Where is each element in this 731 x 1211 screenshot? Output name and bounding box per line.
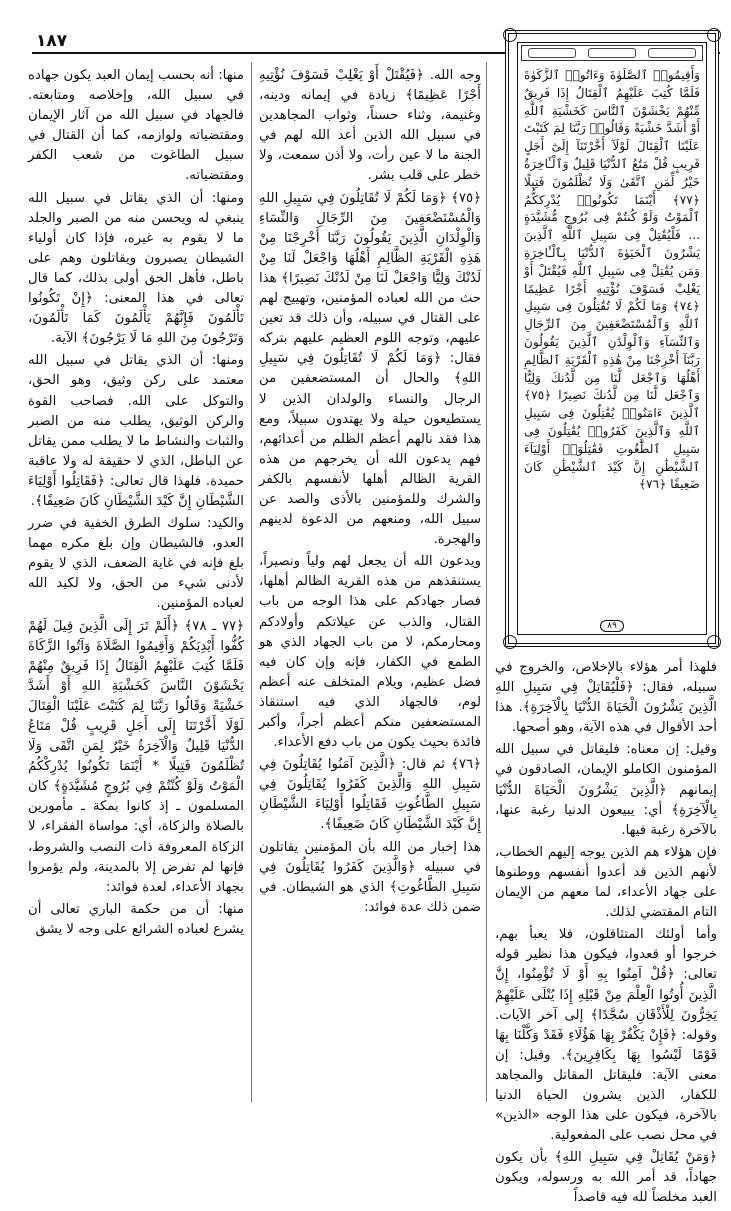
corner-ornament [503, 28, 517, 42]
column-divider [486, 62, 487, 1102]
right-column-text [495, 658, 717, 1211]
paragraph: فلهذا أمر هؤلاء بالإخلاص، والخروج في سبيله، فقال: ﴿فَلْيُقَاتِلْ فِي سَبِيلِ اللهِ الَّذِينَ يَشْرُونَ الْحَيَاةَ الدُّنْيَا بِالْآخِرَةِ﴾. هذا أحد الأقوال في هذه الآية، وهو أصحها. [495, 660, 717, 736]
paragraph: منها: أنه بحسب إيمان العبد يكون جهاده في سبيل الله، وإخلاصه ومتابعته. فالجهاد في سبيل الله من آثار الإيمان ومقتضياته ولوازمه، كما أن القتال في سبيل الطاغوت من شعب الكفر ومقتضياته. [28, 68, 244, 184]
corner-ornament [707, 635, 721, 649]
paragraph: منها: أن من حكمة الباري تعالى أن يشرع لعباده الشرائع على وجه لا يشق [28, 901, 244, 937]
paragraph: هذا إخبار من الله بأن المؤمنين يقاتلون في سبيله ﴿وَالَّذِينَ كَفَرُوا يُقَاتِلُونَ فِي سَبِيلِ الطَّاغُوتِ﴾ الذي هو الشيطان. في ضمن ذلك عدة فوائد: [259, 839, 481, 915]
corner-ornament [503, 635, 517, 649]
paragraph: ﴿٧٧ ـ ٧٨﴾ ﴿أَلَمْ تَرَ إِلَى الَّذِينَ قِيلَ لَهُمْ كُفُّوا أَيْدِيَكُمْ وَأَقِيمُوا الصَّلَاةَ وَآتُوا الزَّكَاةَ فَلَمَّا كُتِبَ عَلَيْهِمُ الْقِتَالُ إِذَا فَرِيقٌ مِنْهُمْ يَخْشَوْنَ النَّاسَ كَخَشْيَةِ اللهِ أَوْ أَشَدَّ خَشْيَةً وَقَالُوا رَبَّنَا لِمَ كَتَبْتَ عَلَيْنَا الْقِتَالَ لَوْلَا أَخَّرْتَنَا إِلَى أَجَلٍ قَرِيبٍ قُلْ مَتَاعُ الدُّنْيَا قَلِيلٌ وَالْآخِرَةُ خَيْرٌ لِمَنِ اتَّقَى وَلَا تُظْلَمُونَ فَتِيلًا * أَيْنَمَا تَكُونُوا يُدْرِكْكُمُ الْمَوْتُ وَلَوْ كُنْتُمْ فِي بُرُوجٍ مُشَيَّدَةٍ﴾ كان المسلمون ـ إذ كانوا بمكة ـ مأمورين بالصلاة والزكاة، أي: مواساة الفقراء، لا الزكاة المعروفة ذات النصب والشروط، فإنها لم تفرض إلا بالمدينة، ولم يؤمروا بجهاد الأعداء، لعدة فوائد: [28, 618, 244, 895]
paragraph: وجه الله. ﴿فَيُقْتَلْ أَوْ يَغْلِبْ فَسَوْفَ نُؤْتِيهِ أَجْرًا عَظِيمًا﴾ زيادة في إيمانه ودينه، وغنيمة، وثناء حسناً، وثواب المجاهدين في سبيل الله الذين أعد الله لهم في الجنة ما لا عين رأت، ولا أذن سمعت، ولا خطر على قلب بشر. [259, 68, 481, 184]
middle-column-text [259, 66, 481, 920]
mushaf-page-number: ٨٩ [600, 620, 624, 632]
paragraph: ﴿٧٥﴾ ﴿وَمَا لَكُمْ لَا تُقَاتِلُونَ فِي سَبِيلِ اللهِ وَالْمُسْتَضْعَفِينَ مِنَ الرِّجَالِ وَالنِّسَاءِ وَالْوِلْدَانِ الَّذِينَ يَقُولُونَ رَبَّنَا أَخْرِجْنَا مِنْ هَذِهِ الْقَرْيَةِ الظَّالِمِ أَهْلُهَا وَاجْعَلْ لَنَا مِنْ لَدُنْكَ وَلِيًّا وَاجْعَلْ لَنَا مِنْ لَدُنْكَ نَصِيرًا﴾ هذا حث من الله لعباده المؤمنين، وتهييج لهم على القتال في سبيله، وأن ذلك قد تعين عليهم، وتوجه اللوم العظيم عليهم بتركه فقال: ﴿وَمَا لَكُمْ لَا تُقَاتِلُونَ فِي سَبِيلِ اللهِ﴾ والحال أن المستضعفين من الرجال والنساء والولدان الذين لا يستطيعون حيلة ولا يهتدون سبيلاً، ومع هذا فقد نالهم أعظم الظلم من أعدائهم، فهم يدعون الله أن يخرجهم من هذه القرية الظالم أهلها لأنفسهم بالكفر والشرك وللمؤمنين بالأذى والصد عن سبيل الله، ومنعهم من الدعوة لدينهم والهجرة. [259, 190, 481, 548]
mushaf-header-band [521, 45, 703, 61]
paragraph: ويدعون الله أن يجعل لهم ولياً ونصيراً، يستنقذهم من هذه القرية الظالم أهلها، فصار جهادكم على هذا الوجه من باب القتال، والذب عن عيلاتكم وأولادكم ومحارمكم، لا من باب الجهاد الذي هو الطمع في الكفار، فإنه وإن كان فيه فضل عظيم، ويلام المتخلف عنه أعظم لوم، فالجهاد الذي فيه استنقاذ المستضعفين منكم أعظم أجراً، وأكبر فائدة بحيث يكون من باب دفع الأعداء. [259, 554, 481, 751]
mushaf-footer [518, 613, 706, 632]
paragraph: وأما أولئك المتثاقلون، فلا يعبأ بهم، خرجوا أو قعدوا، فيكون هذا نظير قوله تعالى: ﴿قُلْ آمِنُوا بِهِ أَوْ لَا تُؤْمِنُوا، إِنَّ الَّذِينَ أُوتُوا الْعِلْمَ مِنْ قَبْلِهِ إِذَا يُتْلَى عَلَيْهِمْ يَخِرُّونَ لِلْأَذْقَانِ سُجَّدًا﴾ إلى آخر الآيات. وقوله: ﴿فَإِنْ يَكْفُرْ بِهَا هَؤُلَاءِ فَقَدْ وَكَّلْنَا بِهَا قَوْمًا لَيْسُوا بِهَا بِكَافِرِينَ﴾. وقيل: إن معنى الآية: فليقاتل المقاتل والمجاهد للكفار، الذين يشرون الحياة الدنيا بالآخرة، فيكون على هذا الوجه «الذين» في محل نصب على المفعولية. [495, 927, 717, 1144]
left-column-text [28, 66, 244, 942]
paragraph: ومنها: أن الذي يقاتل في سبيل الله ينبغي له ويحسن منه من الصبر والجلد ما لا يقوم به غيره، فإذا كان أولياء الشيطان يصبرون ويقاتلون وهم على باطل، فأهل الحق أولى بذلك، كما قال تعالى في هذا المعنى: ﴿إِنْ تَكُونُوا تَأْلَمُونَ فَإِنَّهُمْ يَأْلَمُونَ كَمَا تَأْلَمُونَ، وَتَرْجُونَ مِنَ اللهِ مَا لَا يَرْجُونَ﴾ الآية. [28, 190, 244, 347]
mushaf-page-image [505, 30, 719, 647]
paragraph: ﴿وَمَنْ يُقَاتِلْ فِي سَبِيلِ اللهِ﴾ بأن يكون جهاداً، قد أمر الله به ورسوله، ويكون العبد مخلصاً لله فيه قاصداً [495, 1150, 717, 1206]
column-divider [251, 62, 252, 1102]
mushaf-frame [517, 42, 707, 635]
paragraph: والكيد: سلوك الطرق الخفية في ضرر العدو، فالشيطان وإن بلغ مكره مهما بلغ فإنه في غاية الضعف، الذي لا يقوم لأدنى شيء من الحق، ولا لكيد الله لعباده المؤمنين. [28, 516, 244, 612]
paragraph: وقيل: إن معناه: فليقاتل في سبيل الله المؤمنون الكاملو الإيمان، الصادقون في إيمانهم ﴿الَّذِينَ يَشْرُونَ الْحَيَاةَ الدُّنْيَا بِالْآخِرَةِ﴾ أي: يبيعون الدنيا رغبة عنها، بالآخرة رغبة فيها. [495, 742, 717, 838]
paragraph: ومنها: أن الذي يقاتل في سبيل الله معتمد على ركن وثيق، وهو الحق، والتوكل على الله. فصاحب القوة والركن الوثيق، يطلب منه من الصبر والثبات والنشاط ما لا يطلب ممن يقاتل عن الباطل، الذي لا حقيقة له ولا عاقبة حميدة. فلهذا قال تعالى: ﴿فَقَاتِلُوا أَوْلِيَاءَ الشَّيْطَانِ إِنَّ كَيْدَ الشَّيْطَانِ كَانَ ضَعِيفًا﴾. [28, 353, 244, 509]
paragraph: ﴿٧٦﴾ ثم قال: ﴿الَّذِينَ آمَنُوا يُقَاتِلُونَ فِي سَبِيلِ اللهِ وَالَّذِينَ كَفَرُوا يُقَاتِلُونَ فِي سَبِيلِ الطَّاغُوتِ فَقَاتِلُوا أَوْلِيَاءَ الشَّيْطَانِ إِنَّ كَيْدَ الشَّيْطَانِ كَانَ ضَعِيفًا﴾. [259, 757, 481, 833]
corner-ornament [707, 28, 721, 42]
page-number: ١٨٧ [36, 31, 68, 51]
paragraph: فإن هؤلاء هم الذين يوجه إليهم الخطاب، لأنهم الذين قد أعدوا أنفسهم ووطنوها على جهاد الأعداء، لما معهم من الإيمان التام المقتضي لذلك. [495, 844, 717, 921]
mushaf-quran-text: وَأَقِيمُوا۟ ٱلصَّلَوٰةَ وَءَاتُوا۟ ٱلزَّكَوٰةَ فَلَمَّا كُتِبَ عَلَيْهِمُ ٱلْقِتَالُ إِذَا فَرِيقٌ مِّنْهُمْ يَخْشَوْنَ ٱلنَّاسَ كَخَشْيَةِ ٱللَّهِ أَوْ أَشَدَّ خَشْيَةً وَقَالُوا۟ رَبَّنَا لِمَ كَتَبْتَ عَلَيْنَا ٱلْقِتَالَ لَوْلَآ أَخَّرْتَنَآ إِلَىٰٓ أَجَلٍ قَرِيبٍ قُلْ مَتَٰعُ ٱلدُّنْيَا قَلِيلٌ وَٱلْـَٔاخِرَةُ خَيْرٌ لِّمَنِ ٱتَّقَىٰ وَلَا تُظْلَمُونَ فَتِيلًا ﴿٧٧﴾ أَيْنَمَا تَكُونُوا۟ يُدْرِككُّمُ ٱلْمَوْتُ وَلَوْ كُنتُمْ فِى بُرُوجٍ مُّشَيَّدَةٍ ... فَلْيُقَٰتِلْ فِى سَبِيلِ ٱللَّهِ ٱلَّذِينَ يَشْرُونَ ٱلْحَيَوٰةَ ٱلدُّنْيَا بِٱلْـَٔاخِرَةِ وَمَن يُقَٰتِلْ فِى سَبِيلِ ٱللَّهِ فَيُقْتَلْ أَوْ يَغْلِبْ فَسَوْفَ نُؤْتِيهِ أَجْرًا عَظِيمًا ﴿٧٤﴾ وَمَا لَكُمْ لَا تُقَٰتِلُونَ فِى سَبِيلِ ٱللَّهِ وَٱلْمُسْتَضْعَفِينَ مِنَ ٱلرِّجَالِ وَٱلنِّسَآءِ وَٱلْوِلْدَٰنِ ٱلَّذِينَ يَقُولُونَ رَبَّنَآ أَخْرِجْنَا مِنْ هَٰذِهِ ٱلْقَرْيَةِ ٱلظَّالِمِ أَهْلُهَا وَٱجْعَل لَّنَا مِن لَّدُنكَ وَلِيًّا وَٱجْعَل لَّنَا مِن لَّدُنكَ نَصِيرًا ﴿٧٥﴾ ٱلَّذِينَ ءَامَنُوا۟ يُقَٰتِلُونَ فِى سَبِيلِ ٱللَّهِ وَٱلَّذِينَ كَفَرُوا۟ يُقَٰتِلُونَ فِى سَبِيلِ ٱلطَّٰغُوتِ فَقَٰتِلُوٓا۟ أَوْلِيَآءَ ٱلشَّيْطَٰنِ إِنَّ كَيْدَ ٱلشَّيْطَٰنِ كَانَ ضَعِيفًا ﴿٧٦﴾ [524, 68, 700, 492]
